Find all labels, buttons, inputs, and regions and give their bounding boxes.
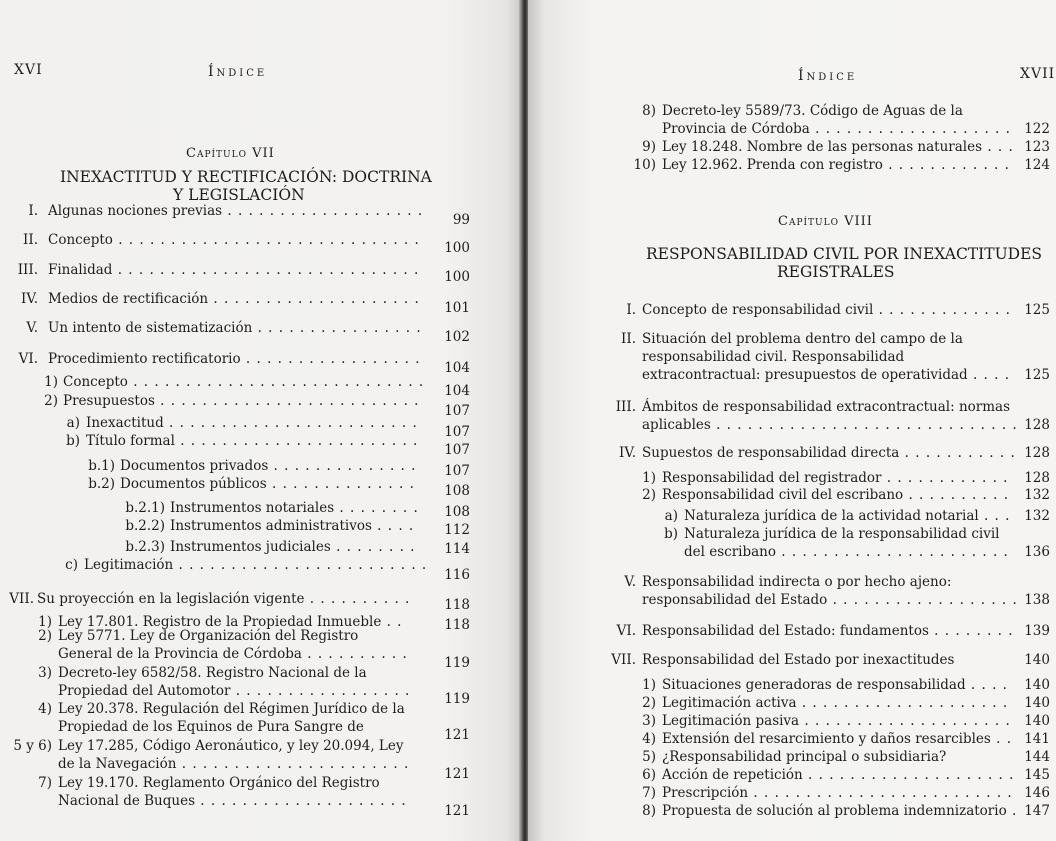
toc-entry-page: 107	[444, 463, 470, 479]
toc-entry-title: Ley 20.378. Regulación del Régimen Jurídico de la Propiedad de los Equinos de Pura Sangre de	[58, 701, 405, 735]
toc-entry-number: 10)	[633, 157, 656, 173]
chapter-title-line-1: INEXACTITUD Y RECTIFICACIÓN: DOCTRINA	[60, 168, 432, 186]
toc-entry-page: 147	[1024, 803, 1050, 819]
toc-entry-title: Finalidad	[48, 262, 113, 278]
toc-entry-page: 119	[444, 655, 470, 671]
toc-entry-page: 100	[444, 269, 470, 285]
toc-entry-text	[684, 507, 1018, 525]
toc-entry-text	[58, 664, 415, 700]
toc-entry-number: IV.	[20, 291, 38, 307]
toc-entry-text	[642, 573, 1018, 609]
toc-entry-title: Algunas nociones previas	[48, 203, 223, 219]
running-head: Índice	[798, 68, 858, 84]
toc-entry-number: VI.	[18, 351, 38, 367]
toc-entry-number: b.1)	[88, 458, 115, 474]
toc-entry-text	[642, 444, 1018, 462]
toc-entry-title: Ley 12.962. Prenda con registro	[662, 157, 883, 173]
running-head: Índice	[208, 64, 268, 80]
toc-entry-title: Naturaleza jurídica de la responsabilidad civil del escribano	[684, 526, 1000, 560]
page-number: XVI	[14, 62, 43, 78]
toc-entry-title: Concepto	[63, 374, 128, 390]
toc-entry-number: b.2.1)	[125, 500, 165, 516]
toc-entry-title: Prescripción	[662, 785, 749, 801]
toc-entry-text	[48, 261, 428, 279]
toc-entry-number: 1)	[642, 470, 656, 486]
toc-entry-number: b)	[66, 433, 80, 449]
toc-entry-text	[662, 712, 1018, 730]
toc-entry-text	[58, 737, 415, 773]
toc-entry-page: 118	[444, 597, 470, 613]
left-page	[0, 0, 522, 841]
toc-entry-page: 116	[444, 567, 470, 583]
chapter-title-line-2: Y LEGISLACIÓN	[173, 186, 305, 204]
toc-entry-page: 121	[444, 727, 470, 743]
toc-entry-text	[642, 301, 1018, 319]
toc-entry-number: 2)	[642, 487, 656, 503]
toc-entry-text	[662, 730, 1018, 748]
toc-entry-title: Título formal	[86, 433, 175, 449]
toc-entry-text	[642, 622, 1018, 640]
toc-entry-page: 125	[1024, 302, 1050, 318]
toc-entry-title: Decreto-ley 6582/58. Registro Nacional de la Propiedad del Automotor	[58, 665, 367, 699]
toc-entry-page: 140	[1024, 652, 1050, 668]
toc-entry-page: 104	[444, 360, 470, 376]
toc-entry-number: b.2.3)	[125, 539, 165, 555]
page-number: XVII	[1020, 66, 1056, 82]
toc-entry-text	[662, 694, 1018, 712]
toc-entry-page: 136	[1024, 544, 1050, 560]
toc-entry-title: Supuestos de responsabilidad directa	[642, 445, 900, 461]
toc-entry-page: 145	[1024, 767, 1050, 783]
toc-entry-number: II.	[621, 331, 636, 347]
toc-entry-title: Inexactitud	[86, 415, 164, 431]
toc-entry-text	[684, 525, 1018, 561]
toc-entry-text	[662, 102, 1018, 138]
toc-entry-title: Naturaleza jurídica de la actividad notarial	[684, 508, 979, 524]
toc-entry-title: Responsabilidad del Estado por inexactitudes	[642, 652, 955, 668]
toc-entry-title: Instrumentos judiciales	[170, 539, 331, 555]
toc-entry-text	[662, 486, 1018, 504]
toc-entry-title: Responsabilidad del Estado: fundamentos	[642, 623, 929, 639]
toc-entry-page: 132	[1024, 487, 1050, 503]
toc-entry-number: 1)	[642, 677, 656, 693]
toc-entry-title: Instrumentos administrativos	[170, 518, 372, 534]
toc-entry-text	[120, 475, 425, 493]
toc-entry-text	[642, 651, 1022, 669]
toc-entry-title: Su proyección en la legislación vigente	[37, 591, 305, 607]
toc-entry-page: 140	[1024, 713, 1050, 729]
toc-entry-text	[662, 802, 1018, 820]
toc-entry-title: Responsabilidad indirecta o por hecho ajeno: responsabilidad del Estado	[642, 574, 952, 608]
toc-entry-page: 144	[1024, 749, 1050, 765]
toc-entry-page: 146	[1024, 785, 1050, 801]
toc-entry-text	[58, 774, 415, 810]
toc-entry-title: Ley 17.285, Código Aeronáutico, y ley 20.094, Ley de la Navegación	[58, 738, 404, 772]
toc-entry-title: Legitimación	[84, 557, 174, 573]
toc-entry-text	[48, 231, 428, 249]
toc-entry-number: VII.	[611, 652, 636, 668]
toc-entry-title: Instrumentos notariales	[170, 500, 335, 516]
toc-entry-page: 128	[1024, 445, 1050, 461]
toc-entry-text	[63, 373, 428, 391]
toc-entry-number: 5)	[642, 749, 656, 765]
toc-entry-number: 8)	[642, 103, 656, 119]
toc-entry-text	[84, 556, 429, 574]
toc-entry-text	[37, 590, 417, 608]
toc-entry-number: 3)	[642, 713, 656, 729]
toc-entry-title: Documentos públicos	[120, 476, 267, 492]
toc-entry-title: ¿Responsabilidad principal o subsidiaria?	[662, 749, 947, 765]
toc-entry-number: 7)	[38, 775, 52, 791]
toc-entry-number: III.	[615, 399, 636, 415]
toc-entry-title: Decreto-ley 5589/73. Código de Aguas de la Provincia de Córdoba	[662, 103, 963, 137]
toc-entry-title: Legitimación activa	[662, 695, 797, 711]
toc-entry-text	[662, 138, 1018, 156]
toc-entry-page: 107	[444, 424, 470, 440]
chapter-title-line-1: RESPONSABILIDAD CIVIL POR INEXACTITUDES	[646, 245, 1043, 263]
toc-entry-text	[86, 432, 428, 450]
toc-entry-title: Ley 19.170. Reglamento Orgánico del Registro Nacional de Buques	[58, 775, 380, 809]
toc-entry-title: Un intento de sistematización	[48, 320, 253, 336]
toc-entry-text	[58, 700, 415, 736]
chapter-label: Capítulo VIII	[778, 214, 873, 229]
toc-entry-page: 140	[1024, 677, 1050, 693]
toc-entry-number: b)	[664, 526, 678, 542]
toc-entry-number: 7)	[642, 785, 656, 801]
toc-entry-title: Situación del problema dentro del campo de la responsabilidad civil. Responsabilidad extracontractual: presupuestos de operatividad	[642, 331, 968, 383]
toc-entry-number: VII.	[9, 591, 34, 607]
toc-entry-number: I.	[626, 302, 636, 318]
toc-entry-page: 107	[444, 442, 470, 458]
toc-entry-text	[58, 627, 415, 663]
toc-entry-number: I.	[28, 203, 38, 219]
toc-entry-title: Concepto de responsabilidad civil	[642, 302, 874, 318]
toc-entry-page: 108	[444, 504, 470, 520]
toc-entry-title: Propuesta de solución al problema indemnizatorio	[662, 803, 1007, 819]
toc-entry-title: Documentos privados	[120, 458, 269, 474]
toc-entry-number: V.	[624, 574, 636, 590]
toc-entry-number: III.	[17, 262, 38, 278]
toc-entry-page: 122	[1024, 121, 1050, 137]
toc-entry-title: Legitimación pasiva	[662, 713, 800, 729]
toc-entry-page: 118	[444, 617, 470, 633]
toc-entry-title: Extensión del resarcimiento y daños resarcibles	[662, 731, 991, 747]
toc-entry-number: 2)	[642, 695, 656, 711]
toc-entry-number: a)	[66, 415, 80, 431]
toc-entry-page: 123	[1024, 139, 1050, 155]
toc-entry-number: 1)	[38, 614, 52, 630]
toc-entry-text	[48, 202, 428, 220]
toc-entry-text	[662, 676, 1018, 694]
toc-entry-page: 102	[444, 329, 470, 345]
toc-entry-page: 119	[444, 691, 470, 707]
toc-entry-text	[662, 156, 1018, 174]
toc-entry-number: b.2.2)	[125, 518, 165, 534]
toc-entry-title: Ley 17.801. Registro de la Propiedad Inmueble	[58, 614, 382, 630]
toc-entry-page: 121	[444, 803, 470, 819]
toc-entry-number: 3)	[38, 665, 52, 681]
toc-entry-page: 128	[1024, 470, 1050, 486]
toc-entry-title: Ámbitos de responsabilidad extracontractual: normas aplicables	[642, 399, 1011, 433]
toc-entry-number: c)	[65, 557, 78, 573]
toc-entry-title: Ley 18.248. Nombre de las personas naturales	[662, 139, 983, 155]
toc-entry-title: Presupuestos	[63, 393, 155, 409]
toc-entry-page: 140	[1024, 695, 1050, 711]
toc-entry-text	[662, 784, 1018, 802]
toc-entry-page: 121	[444, 766, 470, 782]
chapter-label: Capítulo VII	[186, 146, 275, 161]
toc-entry-text	[48, 319, 428, 337]
toc-entry-text	[120, 457, 425, 475]
toc-entry-page: 104	[444, 383, 470, 399]
toc-entry-page: 114	[444, 541, 470, 557]
toc-entry-number: VI.	[616, 623, 636, 639]
toc-entry-title: Acción de repetición	[662, 767, 803, 783]
toc-entry-page: 132	[1024, 508, 1050, 524]
toc-entry-text	[662, 748, 1022, 766]
toc-entry-page: 124	[1024, 157, 1050, 173]
right-page	[528, 0, 1056, 841]
toc-entry-number: IV.	[618, 445, 636, 461]
toc-entry-text	[662, 766, 1018, 784]
toc-entry-title: Ley 5771. Ley de Organización del Registro General de la Provincia de Córdoba	[58, 628, 359, 662]
toc-entry-text	[86, 414, 428, 432]
toc-entry-number: 1)	[44, 374, 58, 390]
toc-entry-number: II.	[23, 232, 38, 248]
toc-entry-title: Responsabilidad civil del escribano	[662, 487, 904, 503]
toc-entry-page: 138	[1024, 592, 1050, 608]
toc-entry-text	[642, 330, 1018, 384]
toc-entry-page: 101	[444, 300, 470, 316]
toc-entry-number: 9)	[642, 139, 656, 155]
toc-entry-text	[170, 517, 420, 535]
toc-entry-page: 107	[444, 403, 470, 419]
toc-entry-text	[48, 350, 428, 368]
toc-entry-title: Medios de rectificación	[48, 291, 209, 307]
toc-entry-page: 112	[444, 522, 470, 538]
toc-entry-page: 128	[1024, 417, 1050, 433]
toc-entry-title: Situaciones generadoras de responsabilidad	[662, 677, 966, 693]
toc-entry-text	[170, 499, 425, 517]
toc-entry-number: 2)	[38, 628, 52, 644]
toc-entry-title: Procedimiento rectificatorio	[48, 351, 241, 367]
toc-entry-title: Responsabilidad del registrador	[662, 470, 882, 486]
toc-entry-text	[662, 469, 1018, 487]
toc-entry-number: 4)	[642, 731, 656, 747]
toc-entry-number: 5 y 6)	[13, 738, 52, 754]
toc-entry-text	[63, 392, 423, 410]
toc-entry-text	[170, 538, 420, 556]
toc-entry-text	[48, 290, 428, 308]
toc-entry-number: 8)	[642, 803, 656, 819]
toc-entry-page: 108	[444, 483, 470, 499]
chapter-title-line-2: REGISTRALES	[777, 263, 895, 281]
toc-entry-number: 4)	[38, 701, 52, 717]
toc-entry-page: 99	[452, 212, 470, 228]
toc-entry-page: 100	[444, 240, 470, 256]
toc-entry-title: Concepto	[48, 232, 113, 248]
toc-entry-number: b.2)	[88, 476, 115, 492]
toc-entry-number: 2)	[44, 393, 58, 409]
toc-entry-page: 125	[1024, 367, 1050, 383]
toc-entry-number: a)	[664, 508, 678, 524]
toc-entry-text	[642, 398, 1018, 434]
toc-entry-number: 6)	[642, 767, 656, 783]
toc-entry-page: 141	[1024, 731, 1050, 747]
toc-entry-number: V.	[26, 320, 38, 336]
toc-entry-page: 139	[1024, 623, 1050, 639]
